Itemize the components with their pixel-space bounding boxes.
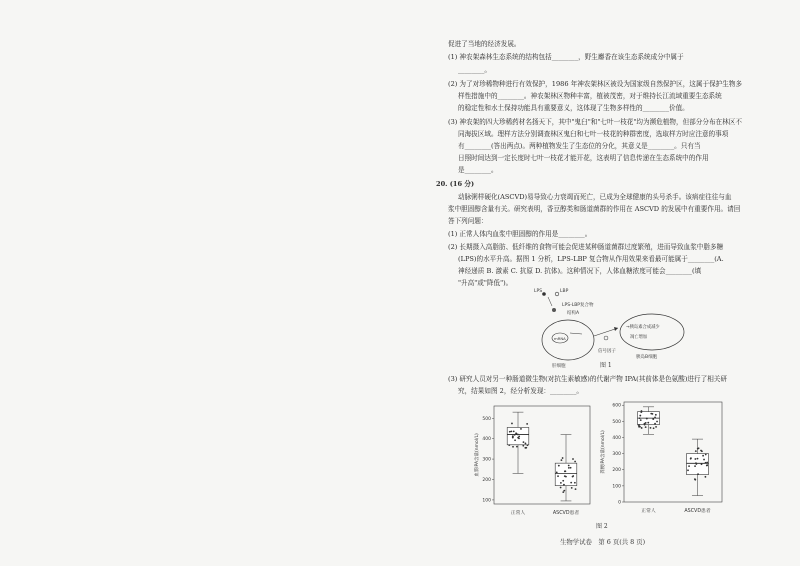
y-tick-label: 400	[612, 435, 621, 441]
data-point	[653, 427, 655, 429]
data-point	[568, 465, 570, 467]
x-category-label: ASCVD患者	[684, 509, 711, 514]
data-point	[654, 416, 656, 418]
data-point	[647, 422, 649, 424]
data-point	[654, 423, 656, 425]
data-point	[563, 484, 565, 486]
data-point	[570, 482, 572, 484]
complex-dot	[552, 308, 556, 312]
q20-sub-2d: "升高"或"降低")。	[458, 279, 513, 287]
y-tick-label: 500	[482, 416, 491, 422]
data-point	[557, 475, 559, 477]
data-point	[558, 465, 560, 467]
data-point	[701, 463, 703, 465]
data-point	[639, 426, 641, 428]
data-point	[706, 464, 708, 466]
q20-sub-3a: (3) 研究人员对另一种肠道微生物(对抗生素敏感)的代谢产物 IPA(其前体是色氨酸)进行了相关研	[448, 375, 727, 383]
q20-intro-1: 动脉粥样硬化(ASCVD)易导致心力衰竭而死亡，已成为全球健康的头号杀手。该病症往往与血	[458, 193, 732, 201]
data-point	[510, 430, 512, 432]
y-tick-label: 500	[612, 419, 621, 425]
q19-part3b: 同海拔区域。理样方法分别调查林区鬼臼和七叶一枝花的种群密度，选取样方时应注意的事项	[458, 130, 729, 138]
x-category-label: 正常人	[641, 509, 656, 514]
data-point	[694, 458, 696, 460]
data-point	[560, 487, 562, 489]
data-point	[523, 441, 525, 443]
figure-2-chart-right	[598, 398, 733, 520]
q20-intro-2: 浆中胆固醇含量有关。研究表明，香豆醇类和肠道菌群的作用在 ASCVD 的发展中有重要作用。请回	[448, 205, 741, 213]
data-point	[568, 467, 570, 469]
q19-part2b: 样性措施中的________。神农架林区物种丰富，植被茂密，对于维持长江流域重要生态系统	[458, 92, 722, 100]
lbp-dot	[555, 292, 559, 296]
data-point	[701, 450, 703, 452]
q19-part3c: 有________(答出两点)。两种植物发生了生态位的分化，其意义是________。只有当	[458, 142, 701, 150]
data-point	[570, 467, 572, 469]
q20-intro-3: 答下列问题：	[448, 217, 488, 225]
y-tick-label: 100	[482, 498, 491, 504]
lps-label: LPS	[534, 289, 543, 294]
liver-cell	[542, 320, 594, 360]
data-point	[697, 458, 699, 460]
box-normal	[507, 427, 529, 444]
y-tick-label: 300	[612, 452, 621, 458]
data-point	[644, 424, 646, 426]
data-point	[695, 463, 697, 465]
data-point	[650, 427, 652, 429]
data-point	[514, 439, 516, 441]
q20-sub-2a: (2) 长期摄入高脂肪、低纤维的食物可能会促进某种肠道菌群过度繁殖，进而导致血浆中脂多糖	[448, 243, 724, 251]
figure-1-diagram	[530, 288, 710, 370]
q20-sub-2b: (LPS)的水平升高。据图 1 分析，LPS-LBP 复合物从作用效果来看最可能属于________(A.	[458, 255, 724, 263]
data-point	[508, 444, 510, 446]
data-point	[525, 447, 527, 449]
inner-arrow	[570, 333, 582, 334]
data-point	[575, 488, 577, 490]
data-point	[563, 490, 565, 492]
data-point	[522, 445, 524, 447]
data-point	[703, 459, 705, 461]
data-point	[515, 432, 517, 434]
page-footer: 生物学试卷 第 6 页(共 8 页)	[560, 538, 646, 546]
data-point	[560, 482, 562, 484]
q19-part1: (1) 神农架森林生态系统的结构包括________，野生麝香在该生态系统成分中属于	[448, 53, 684, 61]
data-point	[702, 455, 704, 457]
arrow-lps	[548, 297, 552, 306]
data-point	[656, 421, 658, 423]
q20-sub-2c: 神经递质 B. 激素 C. 抗原 D. 抗体)。这种情况下，人体血糖浓度可能会________(填	[458, 267, 702, 275]
y-tick-label: 100	[612, 484, 621, 490]
data-point	[574, 482, 576, 484]
q19-part3d: 日照时间达到一定长度时七叶一枝花才能开花，这表明了信息传递在生态系统中的作用	[458, 154, 709, 162]
signal-label: 信号因子	[598, 349, 616, 354]
data-point	[518, 437, 520, 439]
data-point	[640, 419, 642, 421]
liver-cell-label: 肝细胞	[552, 364, 566, 369]
y-axis-label: 血浆IPA含量(nmol/L)	[475, 433, 480, 477]
data-point	[512, 436, 514, 438]
data-point	[705, 454, 707, 456]
data-point	[655, 426, 657, 428]
signal-arrowhead	[614, 327, 618, 331]
data-point	[687, 469, 689, 471]
receptor-label: 结构A	[567, 311, 580, 316]
data-point	[517, 434, 519, 436]
data-point	[697, 448, 699, 450]
data-point	[688, 465, 690, 467]
y-tick-label: 200	[482, 478, 491, 483]
top-text: 促进了当地的经济发展。	[448, 40, 521, 48]
figure-2-chart-left	[472, 400, 602, 520]
q20-heading: 20. (16 分)	[436, 180, 475, 188]
lps-dot	[542, 292, 546, 296]
data-point	[574, 461, 576, 463]
data-point	[514, 434, 516, 436]
data-point	[645, 422, 647, 424]
data-point	[639, 415, 641, 417]
lbp-label: LBP	[560, 289, 569, 294]
data-point	[652, 418, 654, 420]
q20-sub-3b: 究，结果如图 2，经分析发现：________。	[458, 387, 583, 395]
mrna-label: mRNA	[554, 336, 566, 341]
data-point	[645, 426, 647, 428]
data-point	[562, 480, 564, 482]
data-point	[562, 491, 564, 493]
data-point	[571, 487, 573, 489]
data-point	[564, 470, 566, 472]
data-point	[641, 427, 643, 429]
effect-2: 凋亡增加	[630, 335, 648, 340]
figure-2-caption: 图 2	[596, 523, 608, 530]
effect-1: →胰岛素合成减少	[626, 325, 660, 330]
q19-part2c: 的稳定性和水土保持功能具有重要意义，这体现了生物多样性的________价值。	[458, 104, 689, 112]
data-point	[561, 459, 563, 461]
data-point	[639, 417, 641, 419]
beta-cell	[620, 314, 684, 350]
data-point	[646, 418, 648, 420]
data-point	[638, 424, 640, 426]
box-ascvd	[686, 454, 708, 475]
q19-part3e: 是________。	[458, 166, 498, 174]
data-point	[694, 465, 696, 467]
y-tick-label: 300	[482, 457, 491, 463]
data-point	[511, 423, 513, 425]
data-point	[572, 458, 574, 460]
data-point	[520, 428, 522, 430]
data-point	[513, 430, 515, 432]
data-point	[640, 411, 642, 413]
data-point	[564, 475, 566, 477]
signal-dot	[604, 336, 608, 340]
figure-1-caption: 图 1	[600, 362, 612, 369]
data-point	[705, 476, 707, 478]
y-axis-label: 粪便IPA含量(nmol/L)	[601, 430, 606, 474]
q19-part1b: ________。	[458, 66, 491, 74]
data-point	[556, 472, 558, 474]
q20-sub-1: (1) 正常人体内血浆中胆固醇的作用是________。	[448, 230, 592, 238]
data-point	[695, 450, 697, 452]
signal-arrow	[594, 328, 618, 336]
data-point	[705, 462, 707, 464]
x-category-label: 正常人	[510, 511, 526, 516]
data-point	[572, 475, 574, 477]
data-point	[706, 462, 708, 464]
data-point	[526, 423, 528, 425]
y-tick-label: 200	[612, 468, 621, 474]
data-point	[509, 431, 511, 433]
complex-label: LPS-LBP复合物	[562, 303, 594, 308]
q19-part3a: (3) 神农架的四大珍稀药材名扬天下，其中"鬼臼"和"七叶一枝花"均为濒危植物，但部分分布在林区不	[448, 118, 742, 126]
q19-part2a: (2) 为了对珍稀物种进行有效保护，1986 年神农架林区被设为国家级自然保护区，这属于保护生物多	[448, 80, 743, 88]
box-ascvd	[555, 463, 577, 485]
data-point	[562, 457, 564, 459]
data-point	[516, 446, 518, 448]
beta-cell-label: 胰岛B细胞	[636, 355, 658, 360]
y-tick-label: 400	[482, 437, 491, 443]
data-point	[697, 473, 699, 475]
data-point	[650, 413, 652, 415]
y-tick-label: 600	[612, 403, 621, 409]
data-point	[690, 457, 692, 459]
data-point	[512, 446, 514, 448]
x-category-label: ASCVD患者	[552, 511, 580, 516]
data-point	[694, 479, 696, 481]
data-point	[525, 442, 527, 444]
y-tick-label: 0	[618, 500, 621, 506]
data-point	[527, 444, 529, 446]
data-point	[655, 414, 657, 416]
